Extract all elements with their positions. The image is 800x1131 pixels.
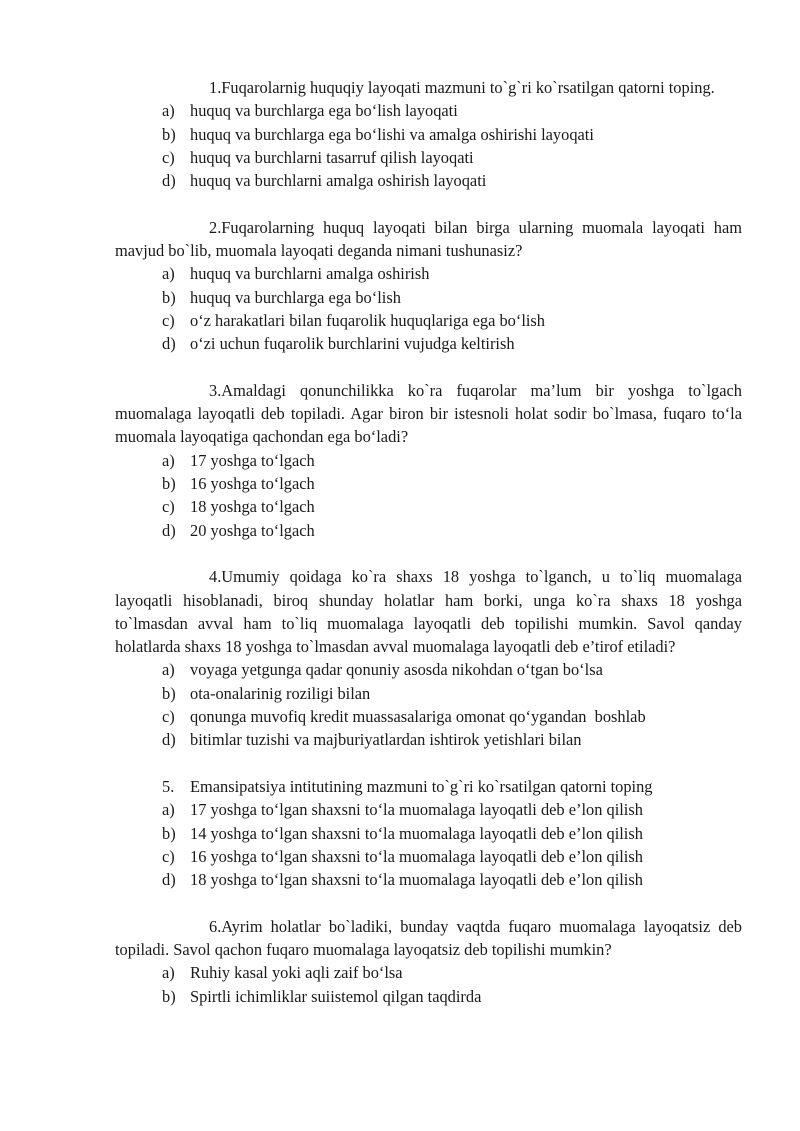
option-letter: c): [162, 310, 175, 330]
answer-option-a: [115, 99, 742, 122]
answer-option-a: [115, 658, 742, 681]
question-3: [115, 379, 742, 542]
question-6: [115, 915, 742, 1008]
option-text: Ruhiy kasal yoki aqli zaif bo‘lsa: [190, 963, 403, 983]
answer-option-a: [115, 798, 742, 821]
option-letter: a): [162, 800, 175, 820]
question-body: Umumiy qoidaga ko`ra shaxs 18 yoshga to`lganch, u to`liq muomalaga layoqatli hisoblanadi, biroq shunday holatlar ham borki, unga ko`ra shaxs 18 yoshga to`lmasdan avval ham to`liq muomalaga layoqatli deb topilishi mumkin. Savol qanday holatlarda shaxs 18 yoshga to`lmasdan avval muomalaga layoqatli deb e’tirof etiladi?: [115, 567, 742, 657]
option-letter: b): [162, 287, 176, 307]
option-letter: b): [162, 124, 176, 144]
option-letter: d): [162, 730, 176, 750]
document-body: [115, 76, 742, 1031]
question-text: [115, 775, 742, 798]
question-number: 5.: [162, 776, 175, 796]
option-text: 17 yoshga to‘lgan shaxsni to‘la muomalaga layoqatli deb e’lon qilish: [190, 800, 643, 820]
option-text: ota-onalarinig roziligi bilan: [190, 683, 371, 703]
option-text: huquq va burchlarga ega bo‘lishi va amalga oshirishi layoqati: [190, 124, 594, 144]
answer-options: [115, 99, 742, 192]
answer-option-b: [115, 985, 742, 1008]
answer-option-d: [115, 519, 742, 542]
answer-options: [115, 798, 742, 891]
option-text: voyaga yetgunga qadar qonuniy asosda nikohdan o‘tgan bo‘lsa: [190, 660, 603, 680]
option-letter: c): [162, 147, 175, 167]
answer-option-d: [115, 728, 742, 751]
question-text: [115, 915, 742, 962]
option-text: 18 yoshga to‘lgach: [190, 497, 315, 517]
option-text: o‘zi uchun fuqarolik burchlarini vujudga keltirish: [190, 334, 515, 354]
option-text: huquq va burchlarni amalga oshirish layoqati: [190, 171, 487, 191]
option-letter: a): [162, 450, 175, 470]
answer-options: [115, 658, 742, 751]
question-body: Fuqarolarnig huquqiy layoqati mazmuni to`g`ri ko`rsatilgan qatorni toping.: [221, 78, 715, 97]
question-text: [115, 379, 742, 449]
question-1: [115, 76, 742, 192]
option-letter: c): [162, 497, 175, 517]
question-4: [115, 565, 742, 751]
option-letter: d): [162, 870, 176, 890]
answer-option-b: [115, 682, 742, 705]
option-letter: a): [162, 660, 175, 680]
option-text: 16 yoshga to‘lgach: [190, 474, 315, 494]
option-letter: a): [162, 101, 175, 121]
question-number: 3.: [209, 380, 222, 400]
option-letter: d): [162, 520, 176, 540]
question-body: Ayrim holatlar bo`ladiki, bunday vaqtda fuqaro muomalaga layoqatsiz deb topiladi. Savol qachon fuqaro muomalaga layoqatsiz deb topilishi mumkin?: [115, 916, 742, 959]
question-text: [115, 216, 742, 263]
question-2: [115, 216, 742, 356]
option-text: huquq va burchlarga ega bo‘lish layoqati: [190, 101, 458, 121]
question-text: [115, 76, 742, 99]
answer-option-c: [115, 705, 742, 728]
answer-options: [115, 961, 742, 1008]
answer-option-a: [115, 262, 742, 285]
option-letter: a): [162, 264, 175, 284]
option-text: huquq va burchlarga ega bo‘lish: [190, 287, 401, 307]
answer-option-b: [115, 822, 742, 845]
option-text: qonunga muvofiq kredit muassasalariga omonat qo‘ygandan boshlab: [190, 707, 646, 727]
option-letter: c): [162, 707, 175, 727]
question-number: 1.: [209, 78, 222, 97]
question-number: 6.: [209, 916, 222, 936]
question-5: [115, 775, 742, 891]
option-letter: b): [162, 823, 176, 843]
option-text: 14 yoshga to‘lgan shaxsni to‘la muomalaga layoqatli deb e’lon qilish: [190, 823, 643, 843]
answer-option-b: [115, 286, 742, 309]
option-letter: d): [162, 334, 176, 354]
answer-option-c: [115, 309, 742, 332]
option-letter: d): [162, 171, 176, 191]
question-body: Fuqarolarning huquq layoqati bilan birga ularning muomala layoqati ham mavjud bo`lib, muomala layoqati deganda nimani tushunasiz?: [115, 217, 742, 261]
option-text: huquq va burchlarni amalga oshirish: [190, 264, 430, 284]
answer-option-d: [115, 868, 742, 891]
answer-option-d: [115, 332, 742, 355]
option-letter: b): [162, 683, 176, 703]
answer-option-b: [115, 123, 742, 146]
answer-option-c: [115, 146, 742, 169]
answer-option-d: [115, 169, 742, 192]
option-text: 20 yoshga to‘lgach: [190, 520, 315, 540]
option-letter: c): [162, 846, 175, 866]
question-body: Amaldagi qonunchilikka ko`ra fuqarolar ma’lum bir yoshga to`lgach muomalaga layoqatli deb topiladi. Agar biron bir istesnoli holat sodir bo`lmasa, fuqaro to‘la muomala layoqatiga qachondan ega bo‘ladi?: [115, 380, 742, 447]
answer-options: [115, 262, 742, 355]
option-letter: b): [162, 474, 176, 494]
answer-option-a: [115, 961, 742, 984]
option-text: 18 yoshga to‘lgan shaxsni to‘la muomalaga layoqatli deb e’lon qilish: [190, 870, 643, 890]
option-text: o‘z harakatlari bilan fuqarolik huquqlariga ega bo‘lish: [190, 310, 545, 330]
answer-options: [115, 449, 742, 542]
answer-option-c: [115, 845, 742, 868]
answer-option-c: [115, 495, 742, 518]
question-number: 4.: [209, 567, 222, 587]
answer-option-b: [115, 472, 742, 495]
answer-option-a: [115, 449, 742, 472]
option-text: 16 yoshga to‘lgan shaxsni to‘la muomalaga layoqatli deb e’lon qilish: [190, 846, 643, 866]
option-text: bitimlar tuzishi va majburiyatlardan ishtirok yetishlari bilan: [190, 730, 582, 750]
question-body: Emansipatsiya intitutining mazmuni to`g`ri ko`rsatilgan qatorni toping: [190, 776, 653, 796]
option-text: Spirtli ichimliklar suiistemol qilgan taqdirda: [190, 986, 482, 1006]
option-letter: b): [162, 986, 176, 1006]
option-text: huquq va burchlarni tasarruf qilish layoqati: [190, 147, 474, 167]
question-text: [115, 565, 742, 658]
question-number: 2.: [209, 217, 222, 237]
option-text: 17 yoshga to‘lgach: [190, 450, 315, 470]
option-letter: a): [162, 963, 175, 983]
